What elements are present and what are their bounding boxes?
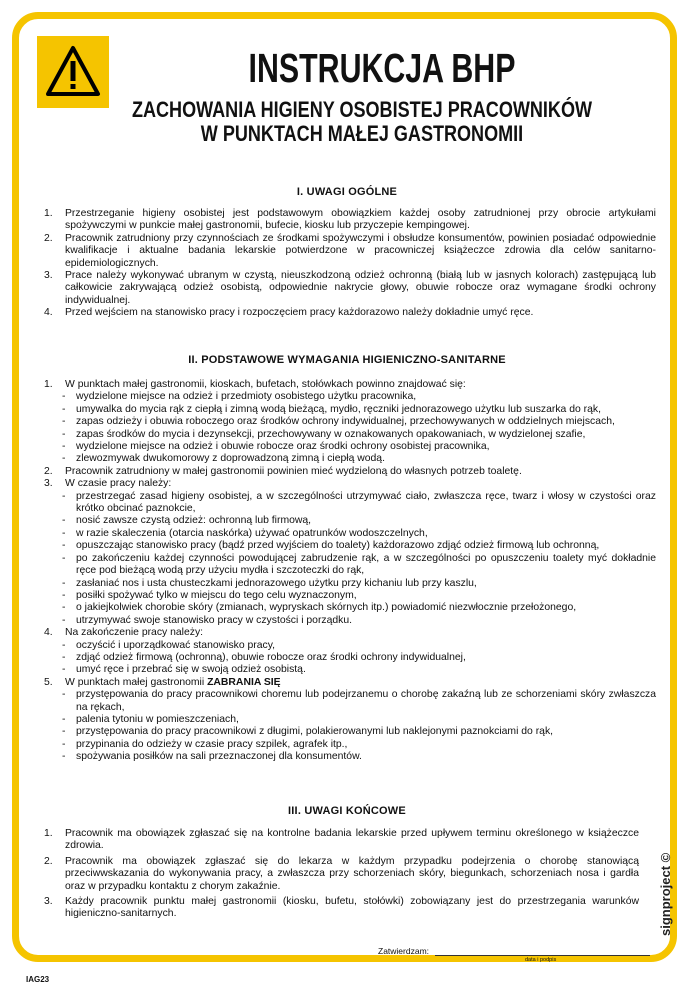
item-number: 3. [44,270,53,282]
sub-item: - zdjąć odzież firmową (ochronną), obuwie robocze oraz środki ochrony indywidualnej, [44,652,656,664]
sub-item: - oczyścić i uporządkować stanowisko pracy, [44,640,656,652]
section-2-heading: II. PODSTAWOWE WYMAGANIA HIGIENICZNO-SANITARNE [188,354,506,366]
sub-item-text: zapas odzieży i obuwia roboczego oraz środków ochrony indywidualnej, przechowywanych w oddzielnych miejscach, [76,416,615,428]
sub-item: - wydzielone miejsce na odzież i obuwie robocze oraz środki ochrony osobistej pracownika, [44,441,656,453]
list-item [44,627,656,639]
sub-item: - nosić zawsze czystą odzież: ochronną lub firmową, [44,515,656,527]
item-text: W czasie pracy należy: [65,478,172,490]
sub-item-text: spożywania posiłków na sali przeznaczonej dla konsumentów. [76,751,362,763]
list-item [44,379,656,391]
sub-item: - przypinania do odzieży w czasie pracy szpilek, agrafek itp., [44,739,656,751]
signature-line [435,955,650,956]
sub-item-text: przypinania do odzieży w czasie pracy szpilek, agrafek itp., [76,738,348,750]
item-number: 5. [44,676,53,688]
sub-item-text: przystępowania do pracy pracownikowi z długimi, polakierowanymi lub naklejonymi paznokciami do rąk, [76,726,554,738]
list-item [44,307,656,319]
sub-item-text: umyć ręce i przebrać się w swoją odzież osobistą. [76,664,306,676]
sub-item: - utrzymywać swoje stanowisko pracy w czystości i porządku. [44,615,656,627]
sub-item: - przystępowania do pracy pracownikowi choremu lub podejrzanemu o chorobę zakaźną lub ze schorzeniami skóry zwłaszcza na rękach, [62,689,656,713]
item-text: Pracownik zatrudniony w małej gastronomii powinien mieć wydzieloną do własnych potrzeb toaletę. [65,465,522,477]
item-number: 3. [44,478,53,490]
list-item [44,478,656,490]
item-text: Pracownik ma obowiązek zgłaszać się do lekarza w każdym przypadku podejrzenia o chorobę stanowiącą przeciwwskazania do wykonywania pracy, a zwłaszcza przy schorzeniach skóry, biegunkach, schorzeniach nosa i gardła oraz w przypadku kontaktu z chorym zakaźnie. [65,855,639,892]
sub-item-text: nosić zawsze czystą odzież: ochronną lub firmową, [76,515,312,527]
warning-triangle-icon [45,44,101,100]
sub-item-text: wydzielone miejsce na odzież i obuwie robocze oraz środki ochrony osobistej pracownika, [76,441,490,453]
sub-item-text: oczyścić i uporządkować stanowisko pracy, [76,639,276,651]
item-text-lead: W punktach małej gastronomii [65,676,205,688]
item-number: 4. [44,307,53,319]
sub-item-text: opuszczając stanowisko pracy (bądź przed wyjściem do toalety) każdorazowo zdjąć odzież firmową lub ochronną, [76,540,600,552]
sub-item-text: zdjąć odzież firmową (ochronną), obuwie robocze oraz środki ochrony indywidualnej, [76,651,466,663]
sub-item: - wydzielone miejsce na odzież i przedmioty osobistego użytku pracownika, [44,391,656,403]
sub-item-text: wydzielone miejsce na odzież i przedmioty osobistego użytku pracownika, [76,391,417,403]
sub-item: - posiłki spożywać tylko w miejscu do tego celu wyznaczonym, [44,590,656,602]
brand-mark: signproject © [658,852,673,936]
list-item [44,208,656,233]
sub-item-text: w razie skaleczenia (otarcia naskórka) używać opatrunków wodoszczelnych, [76,527,428,539]
list-item [44,856,639,893]
item-text: Pracownik zatrudniony przy czynnościach ze środkami spożywczymi i obsłudze konsumentów, powinien posiadać odpowiednie kwalifikacje i aktualne badania lekarskie potwierdzone w pracowniczej książeczce zdrowia dla celów sanitarno-epidemiologicznych. [65,232,656,269]
sub-item: - zapas środków do mycia i dezynsekcji, przechowywany w oznakowanych opakowaniach, w wydzielonej szafie, [44,429,656,441]
sub-item: - zlewozmywak dwukomorowy z doprowadzoną zimną i ciepłą wodą. [44,453,656,465]
section-2-list [44,379,656,764]
sub-item-text: zasłaniać nos i usta chusteczkami jednorazowego użytku przy kichaniu lub przy kaszlu, [76,577,477,589]
sub-item: - palenia tytoniu w pomieszczeniach, [44,714,656,726]
item-text: W punktach małej gastronomii, kioskach, bufetach, stołówkach powinno znajdować się: [65,379,466,390]
item-text: Na zakończenie pracy należy: [65,627,204,639]
sub-item: - przestrzegać zasad higieny osobistej, a w szczególności utrzymywać ciało, zwłaszcza ręce, twarz i włosy w czystości oraz krótko obcinać paznokcie, [62,490,656,515]
list-item [44,896,639,921]
sub-item: - opuszczając stanowisko pracy (bądź przed wyjściem do toalety) każdorazowo zdjąć odzież firmową lub ochronną, [44,540,656,552]
prohibition-emphasis: ZABRANIA SIĘ [207,676,281,688]
sub-item: - przystępowania do pracy pracownikowi z długimi, polakierowanymi lub naklejonymi paznokciami do rąk, [44,726,656,738]
sub-item-text: zapas środków do mycia i dezynsekcji, przechowywany w oznakowanych opakowaniach, w wydzielonej szafie, [76,428,586,440]
list-item [44,466,656,478]
item-text: Prace należy wykonywać ubranym w czystą, nieuszkodzoną odzież ochronną (białą lub w jasnych kolorach) zastępującą lub całkowicie zakrywającą odzież osobistą, odpowiednie nakrycie głowy, obuwie robocze oraz wymagane środki ochrony indywidualnej. [65,270,656,306]
sub-item-text: posiłki spożywać tylko w miejscu do tego celu wyznaczonym, [76,589,357,601]
sub-item: - w razie skaleczenia (otarcia naskórka) używać opatrunków wodoszczelnych, [44,528,656,540]
list-item [44,270,656,307]
signature-caption: data i podpis [525,957,557,963]
subtitle-line-2: W PUNKTACH MAŁEJ GASTRONOMII [200,121,524,146]
section-1-list [44,208,656,320]
section-1-heading: I. UWAGI OGÓLNE [296,186,398,198]
list-item [44,233,656,270]
sub-item-text: przestrzegać zasad higieny osobistej, a w szczególności utrzymywać ciało, zwłaszcza ręce, twarz i włosy w czystości oraz krótko obcinać paznokcie, [76,490,656,515]
subtitle-line-1: ZACHOWANIA HIGIENY OSOBISTEJ PRACOWNIKÓW [131,97,593,122]
sub-item: - o jakiejkolwiek chorobie skóry (zmianach, wypryskach skórnych itp.) powiadomić niezwłocznie przełożonego, [44,602,656,614]
sub-item: - zapas odzieży i obuwia roboczego oraz środków ochrony indywidualnej, przechowywanych w oddzielnych miejscach, [44,416,656,428]
item-text: Przestrzeganie higieny osobistej jest podstawowym obowiązkiem każdej osoby zatrudnionej przy obrocie artykułami spożywczymi w punkcie małej gastronomii, bufecie, kiosku lub przyczepie kempingowej. [65,208,656,232]
sub-item-text: palenia tytoniu w pomieszczeniach, [76,713,239,725]
item-text [65,677,656,689]
approval-label: Zatwierdzam: [378,946,430,956]
sub-item: - po zakończeniu każdej czynności powodującej zabrudzenie rąk, a w szczególności po opuszczeniu toalety myć dokładnie ręce pod bieżącą wodą przy użyciu mydła i szczoteczki do rąk, [62,552,656,577]
list-item [44,677,656,689]
sub-item-text: zlewozmywak dwukomorowy z doprowadzoną zimną i ciepłą wodą. [76,453,385,465]
item-number: 3. [44,896,53,908]
item-number: 4. [44,627,53,639]
item-number: 1. [44,379,53,390]
sub-item: - spożywania posiłków na sali przeznaczonej dla konsumentów. [44,751,656,763]
sub-item-text: o jakiejkolwiek chorobie skóry (zmianach, wypryskach skórnych itp.) powiadomić niezwłocznie przełożonego, [76,602,577,614]
section-3-list [44,828,639,921]
item-number: 2. [44,855,53,867]
list-item [44,828,639,853]
document-title: INSTRUKCJA BHP [248,45,516,91]
sub-item: - umywalka do mycia rąk z ciepłą i zimną wodą bieżącą, mydło, ręczniki jednorazowego użytku lub suszarka do rąk, [44,404,656,416]
item-number: 1. [44,828,53,839]
sub-item: - umyć ręce i przebrać się w swoją odzież osobistą. [44,664,656,676]
item-text: Pracownik ma obowiązek zgłaszać się na kontrolne badania lekarskie przed upływem terminu określonego w książeczce zdrowia. [65,828,639,852]
sub-item-text: przystępowania do pracy pracownikowi choremu lub podejrzanemu o chorobę zakaźną lub ze schorzeniami skóry zwłaszcza na rękach, [76,689,656,713]
product-code: IAG23 [26,975,50,984]
item-text: Każdy pracownik punktu małej gastronomii (kiosku, bufetu, stołówki) zobowiązany jest do przestrzegania warunków higieniczno-sanitarnych. [65,896,639,920]
warning-sign [37,36,109,108]
section-3-heading: III. UWAGI KOŃCOWE [288,805,406,817]
sub-item: - zasłaniać nos i usta chusteczkami jednorazowego użytku przy kichaniu lub przy kaszlu, [44,578,656,590]
item-text: Przed wejściem na stanowisko pracy i rozpoczęciem pracy każdorazowo należy dokładnie umyć ręce. [65,307,534,319]
item-number: 1. [44,208,53,219]
sub-item-text: utrzymywać swoje stanowisko pracy w czystości i porządku. [76,614,353,626]
item-number: 2. [44,465,53,477]
sub-item-text: po zakończeniu każdej czynności powodującej zabrudzenie rąk, a w szczególności po opuszczeniu toalety myć dokładnie ręce pod bieżącą wodą przy użyciu mydła i szczoteczki do rąk, [76,552,656,577]
item-number: 2. [44,232,53,244]
sub-item-text: umywalka do mycia rąk z ciepłą i zimną wodą bieżącą, mydło, ręczniki jednorazowego użytku lub suszarka do rąk, [76,403,601,415]
document-subtitle [123,98,602,146]
